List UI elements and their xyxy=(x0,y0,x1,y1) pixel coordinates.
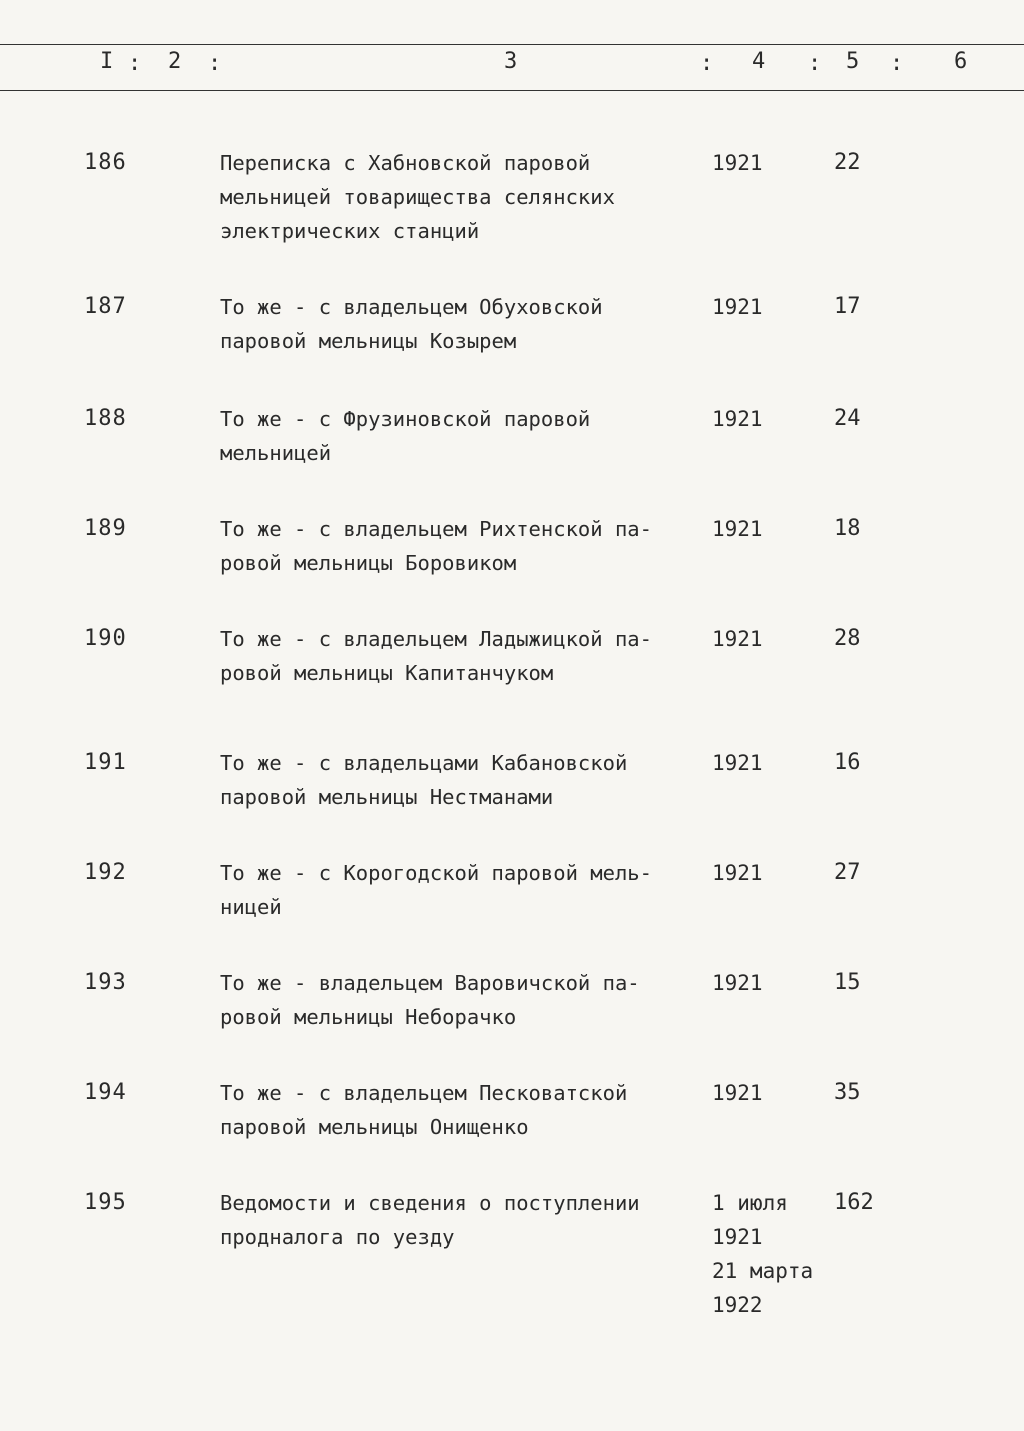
item-number: 190 xyxy=(84,626,127,651)
item-title xyxy=(220,966,700,1034)
item-number: 187 xyxy=(84,294,127,319)
column-separator: : xyxy=(808,51,822,76)
item-title-line: То же - с владельцем Ладыжицкой па- xyxy=(220,627,652,651)
item-title-line: То же - с владельцем Обуховской xyxy=(220,295,603,319)
item-sheet-count: 162 xyxy=(834,1190,874,1215)
item-date-line: 1921 xyxy=(712,971,763,995)
item-title xyxy=(220,746,700,814)
item-date-line: 1921 xyxy=(712,407,763,431)
item-date xyxy=(712,1076,824,1110)
item-title xyxy=(220,290,700,358)
column-header-3: 3 xyxy=(504,49,518,74)
item-date xyxy=(712,146,824,180)
item-title-line: электрических станций xyxy=(220,219,480,243)
item-date xyxy=(712,966,824,1000)
column-separator: : xyxy=(890,51,904,76)
item-number: 189 xyxy=(84,516,127,541)
item-number: 193 xyxy=(84,970,127,995)
item-date-line: 1921 xyxy=(712,1225,763,1249)
item-title xyxy=(220,1076,700,1144)
item-date-line: 1921 xyxy=(712,861,763,885)
item-date-line: 1921 xyxy=(712,751,763,775)
column-header-5: 5 xyxy=(846,49,860,74)
item-title xyxy=(220,512,700,580)
item-number: 186 xyxy=(84,150,127,175)
item-number: 188 xyxy=(84,406,127,431)
item-date-line: 1921 xyxy=(712,517,763,541)
item-number: 191 xyxy=(84,750,127,775)
item-sheet-count: 17 xyxy=(834,294,861,319)
item-title-line: ницей xyxy=(220,895,282,919)
item-date xyxy=(712,402,824,436)
item-sheet-count: 28 xyxy=(834,626,861,651)
item-date xyxy=(712,290,824,324)
item-title-line: продналога по уезду xyxy=(220,1225,455,1249)
item-number: 195 xyxy=(84,1190,127,1215)
item-title-line: ровой мельницы Неборачко xyxy=(220,1005,517,1029)
item-sheet-count: 22 xyxy=(834,150,861,175)
header-top-rule xyxy=(0,44,1024,45)
item-date xyxy=(712,1186,824,1322)
item-title-line: То же - владельцем Варовичской па- xyxy=(220,971,640,995)
item-number: 194 xyxy=(84,1080,127,1105)
item-sheet-count: 24 xyxy=(834,406,861,431)
item-sheet-count: 15 xyxy=(834,970,861,995)
item-title-line: То же - с Корогодской паровой мель- xyxy=(220,861,652,885)
item-title-line: паровой мельницы Онищенко xyxy=(220,1115,529,1139)
column-separator: : xyxy=(128,51,142,76)
item-title xyxy=(220,146,700,248)
item-title-line: паровой мельницы Козырем xyxy=(220,329,517,353)
column-header-4: 4 xyxy=(752,49,766,74)
item-title-line: мельницей xyxy=(220,441,332,465)
item-title xyxy=(220,402,700,470)
item-date-line: 1921 xyxy=(712,1081,763,1105)
column-header-1: I xyxy=(100,49,114,74)
column-separator: : xyxy=(700,51,714,76)
item-title-line: ровой мельницы Капитанчуком xyxy=(220,661,554,685)
item-title-line: То же - с владельцами Кабановской xyxy=(220,751,628,775)
item-date xyxy=(712,512,824,546)
item-date xyxy=(712,622,824,656)
item-title-line: То же - с владельцем Песковатской xyxy=(220,1081,628,1105)
item-title-line: Переписка с Хабновской паровой xyxy=(220,151,591,175)
item-title xyxy=(220,1186,700,1254)
item-sheet-count: 27 xyxy=(834,860,861,885)
column-header-6: 6 xyxy=(954,49,968,74)
item-date-line: 1922 xyxy=(712,1293,763,1317)
item-number: 192 xyxy=(84,860,127,885)
column-header-2: 2 xyxy=(168,49,182,74)
item-title-line: Ведомости и сведения о поступлении xyxy=(220,1191,640,1215)
item-date-line: 1921 xyxy=(712,627,763,651)
header-bottom-rule xyxy=(0,90,1024,91)
item-title-line: То же - с Фрузиновской паровой xyxy=(220,407,591,431)
item-sheet-count: 18 xyxy=(834,516,861,541)
column-separator: : xyxy=(208,51,222,76)
item-title-line: ровой мельницы Боровиком xyxy=(220,551,517,575)
item-title xyxy=(220,856,700,924)
item-sheet-count: 35 xyxy=(834,1080,861,1105)
item-title xyxy=(220,622,700,690)
item-date-line: 1921 xyxy=(712,151,763,175)
item-title-line: мельницей товарищества селянских xyxy=(220,185,615,209)
item-date-line: 1 июля xyxy=(712,1191,788,1215)
item-date-line: 21 марта xyxy=(712,1259,814,1283)
item-date-line: 1921 xyxy=(712,295,763,319)
item-title-line: паровой мельницы Нестманами xyxy=(220,785,554,809)
item-date xyxy=(712,746,824,780)
item-sheet-count: 16 xyxy=(834,750,861,775)
item-date xyxy=(712,856,824,890)
item-title-line: То же - с владельцем Рихтенской па- xyxy=(220,517,652,541)
